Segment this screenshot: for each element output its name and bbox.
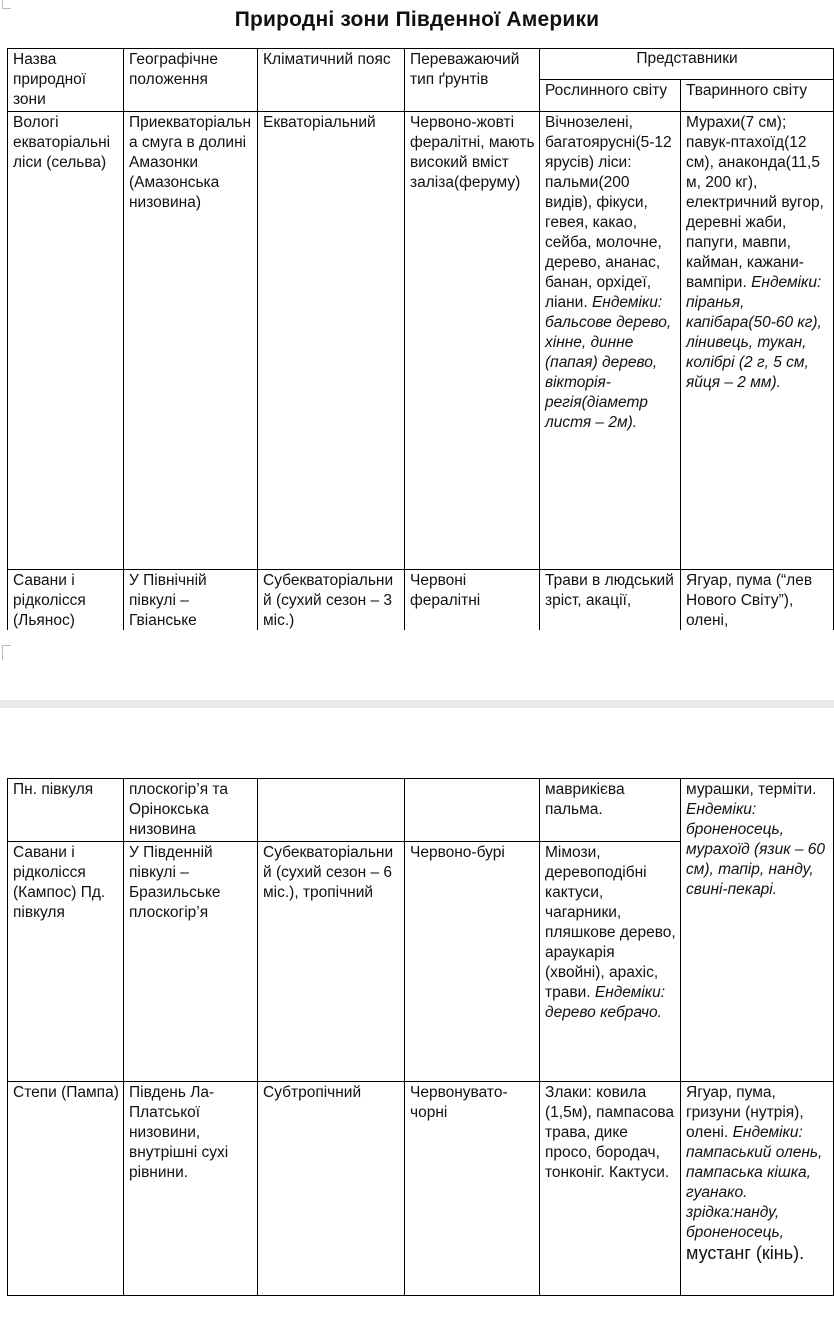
table-row xyxy=(8,570,834,631)
header-representatives: Представники xyxy=(540,49,834,80)
cell-location: У Південній півкулі – Бразильське плоскогір’я xyxy=(124,842,258,1082)
fauna-endemics: Ендеміки: броненосець, мурахоїд (язик – 60 см), тапір, нанду, свині-пекарі. xyxy=(686,801,826,898)
header-fauna: Тваринного світу xyxy=(681,79,834,111)
cell-fauna xyxy=(681,779,834,1082)
cell-climate: Субекваторіальний (сухий сезон – 3 міс.) xyxy=(258,570,405,631)
flora-endemics: Ендеміки: бальсове дерево, хінне, динне (папая) дерево, вікторія-регія(діаметр листя – 2м). xyxy=(545,294,672,431)
cell-zone: Савани і рідколісся (Кампос) Пд. півкуля xyxy=(8,842,124,1082)
fauna-endemics: Ендеміки: піранья, капібара(50-60 кг), лінивець, тукан, колібрі (2 г, 5 см, яйця – 2 мм). xyxy=(686,274,822,391)
page-corner-mark xyxy=(2,645,11,660)
cell-climate: Екваторіальний xyxy=(258,112,405,570)
cell-flora: Трави в людський зріст, акації, xyxy=(540,570,681,631)
cell-flora xyxy=(540,842,681,1082)
flora-text: Мімози, деревоподібні кактуси, чагарники, пляшкове дерево, араукарія (хвойні), арахіс, трави. xyxy=(545,844,676,1001)
cell-climate: Субтропічний xyxy=(258,1082,405,1296)
header-climate: Кліматичний пояс xyxy=(258,49,405,112)
zones-table-continued xyxy=(7,778,834,1296)
cell-climate: Субекваторіальний (сухий сезон – 6 міс.), тропічний xyxy=(258,842,405,1082)
cell-soil: Червоно-бурі xyxy=(405,842,540,1082)
cell-flora: Злаки: ковила (1,5м), пампасова трава, дике просо, бородач, тонконіг. Кактуси. xyxy=(540,1082,681,1296)
cell-flora: маврикієва пальма. xyxy=(540,779,681,842)
fauna-endemics: Ендеміки: пампаський олень, пампаська кішка, гуанако. зрідка:нанду, броненосець, xyxy=(686,1124,823,1241)
flora-endemics: Ендеміки: дерево кебрачо. xyxy=(545,984,666,1021)
cell-zone: Пн. півкуля xyxy=(8,779,124,842)
cell-soil: Червоні фералітні xyxy=(405,570,540,631)
page-separator xyxy=(0,700,834,708)
header-location: Географічне положення xyxy=(124,49,258,112)
zones-table xyxy=(7,48,834,630)
fauna-handwritten-note: мустанг (кінь). xyxy=(686,1243,805,1263)
table-row xyxy=(8,779,834,842)
cell-zone: Вологі екваторіальні ліси (сельва) xyxy=(8,112,124,570)
cell-zone: Савани і рідколісся (Льянос) xyxy=(8,570,124,631)
cell-location: У Північній півкулі – Гвіанське xyxy=(124,570,258,631)
fauna-text: Ягуар, пума, гризуни (нутрія), олені. xyxy=(686,1084,804,1141)
cell-soil: Червонувато-чорні xyxy=(405,1082,540,1296)
cell-fauna xyxy=(681,1082,834,1296)
page-title: Природні зони Південної Америки xyxy=(234,8,600,31)
header-soil: Переважаючий тип ґрунтів xyxy=(405,49,540,112)
cell-location: Приекваторіальна смуга в долині Амазонки (Амазонська низовина) xyxy=(124,112,258,570)
cell-soil xyxy=(405,779,540,842)
cell-flora xyxy=(540,112,681,570)
header-flora: Рослинного світу xyxy=(540,79,681,111)
fauna-text: Мурахи(7 см); павук-птахоїд(12 см), анаконда(11,5 м, 200 кг), електричний вугор, деревні жаби, папуги, мавпи, кайман, кажани-вампіри. xyxy=(686,114,824,291)
table-row xyxy=(8,112,834,570)
header-zone: Назва природної зони xyxy=(8,49,124,112)
flora-text: Вічнозелені, багатоярусні(5-12 ярусів) ліси: пальми(200 видів), фікуси, гевея, какао, сейба, молочне, дерево, ананас, банан, орхідеї, ліани. xyxy=(545,114,672,311)
table-row xyxy=(8,1082,834,1296)
cell-soil: Червоно-жовті фералітні, мають високий вміст заліза(феруму) xyxy=(405,112,540,570)
cell-location: Південь Ла-Платської низовини, внутрішні сухі рівнини. xyxy=(124,1082,258,1296)
fauna-text: мурашки, терміти. xyxy=(686,781,817,798)
cell-zone: Степи (Пампа) xyxy=(8,1082,124,1296)
cell-climate xyxy=(258,779,405,842)
header-row xyxy=(8,49,834,80)
document-page-2 xyxy=(0,778,834,1319)
document-page-1 xyxy=(0,0,834,630)
page-corner-mark xyxy=(2,0,11,9)
cell-fauna xyxy=(681,112,834,570)
cell-fauna: Ягуар, пума (“лев Нового Світу”), олені, xyxy=(681,570,834,631)
cell-location: плоскогір’я та Орінокська низовина xyxy=(124,779,258,842)
